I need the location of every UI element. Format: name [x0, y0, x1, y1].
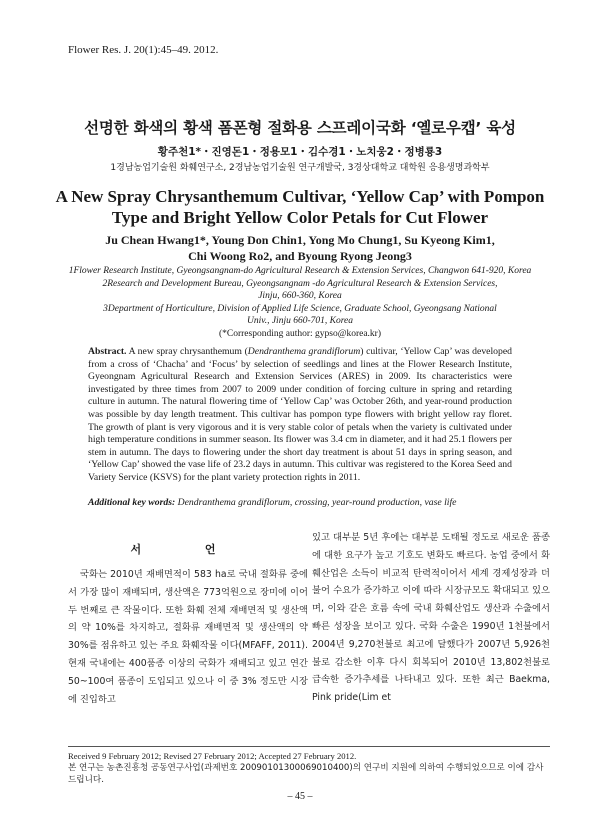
- english-title-line-1: A New Spray Chrysanthemum Cultivar, ‘Yellow Cap’ with Pompon: [55, 187, 545, 206]
- abstract-species: Dendranthema grandiflorum: [247, 346, 361, 357]
- journal-citation: Flower Res. J. 20(1):45–49. 2012.: [68, 44, 219, 56]
- korean-title: 선명한 화색의 황색 폼폰형 절화용 스프레이국화 ‘옐로우캡’ 육성: [84, 119, 516, 137]
- funding-note: 본 연구는 농촌진흥청 공동연구사업(과제번호 20090101300069010400)의 연구비 지원에 의하여 수행되었으므로 이에 감사드립니다.: [68, 763, 544, 785]
- korean-authors: 황주천1*・진영돈1・정용모1・김수경1・노치웅2・정병룡3: [157, 146, 443, 158]
- affiliation-1: 1Flower Research Institute, Gyeongsangnam-do Agricultural Research & Extension Services, Changwon 641-920, Korea: [68, 266, 532, 276]
- corresponding-author: (*Corresponding author: gypso@korea.kr): [218, 328, 382, 339]
- abstract-text-2: ) cultivar, ‘Yellow Cap’ was developed from a cross of ‘Chacha’ and ‘Focus’ by selection of seedlings and lines at the Flower Research Institute, Gyeongnam Agricultural Research and Extension Services (ARES) in 2009. Its characteristics were investigated by three times from 2007 to 2009 under condition of forcing culture in spring and retarding culture in autumn. The natural flowering time of ‘Yellow Cap’ was October 26th, and year-round production was possible by day length treatment. This cultivar has pompon type flowers with bright yellow ray floret. The growth of plant is very vigorous and it is very stable color of petals when the variety is cultivated under high temperature conditions in summer season. Its flower was 3.4 cm in diameter, and it had 25.1 flowers per stem in autumn. The days to flowering under the short day treatment is about 51 days in spring season, and ‘Yellow Cap’ showed the vase life of 23.2 days in autumn. This cultivar was registered to the Korea Seed and Variety Service (KSVS) for the plant variety protection rights in 2011.: [88, 346, 512, 483]
- keywords-species: Dendranthema grandiflorum: [175, 497, 290, 508]
- english-title: [40, 186, 560, 228]
- affiliation-2a: 2Research and Development Bureau, Gyeongsangnam -do Agricultural Research & Extension Services,: [102, 278, 498, 289]
- abstract-text-1: A new spray chrysanthemum (: [126, 346, 248, 357]
- english-title-line-2: Type and Bright Yellow Color Petals for Cut Flower: [111, 208, 489, 227]
- body-left-column: 국화는 2010년 재배면적이 583 ha로 국내 절화류 중에서 가장 많이 재배되며, 생산액은 773억원으로 장미에 이어 두 번째로 큰 작물이다. 또한 화훼 전체 재배면적 및 생산액의 약 10%를 차지하고, 절화류 재배면적 및 생산액의 약 30%를 점유하고 있는 주요 화훼작물 이다(MFAFF, 2011). 현재 국내에는 400품종 이상의 국화가 재배되고 있고 연간 50~100여 품종이 도입되고 있으나 이 중 3% 정도만 시장에 진입하고: [68, 569, 308, 705]
- affiliation-3a: 3Department of Horticulture, Division of Applied Life Science, Graduate School, Gyeongsang National: [103, 303, 497, 314]
- keywords-rest: , crossing, year-round production, vase life: [289, 497, 457, 508]
- korean-affiliations: 1경남농업기술원 화훼연구소, 2경남농업기술원 연구개발국, 3경상대학교 대학원 응용생명과학부: [110, 163, 490, 173]
- affiliation-2b: Jinju, 660-360, Korea: [258, 291, 342, 301]
- english-authors-line-1: Ju Chean Hwang1*, Young Don Chin1, Yong Mo Chung1, Su Kyeong Kim1,: [105, 233, 495, 247]
- body-right-column: 있고 대부분 5년 후에는 대부분 도태될 정도로 새로운 품종에 대한 요구가 높고 기호도 변화도 빠르다. 농업 중에서 화훼산업은 소득이 비교적 탄력적이어서 세계 경제성장과 더불어 수요가 증가하고 이에 따라 시장규모도 확대되고 있으며, 이와 같은 흐름 속에 국내 화훼산업도 생산과 수출에서 빠른 성장을 보이고 있다. 국화 수출은 1990년 1천불에서 2004년 9,270천불로 최고에 달했다가 2007년 5,926천불로 감소한 이후 다시 회복되어 2010년 13,802천불로 급속한 증가추세를 나타내고 있다. 또한 최근 Baekma, Pink pride(Lim et: [312, 532, 550, 704]
- abstract-label: Abstract.: [88, 346, 127, 357]
- english-authors: [40, 232, 560, 264]
- page-number: – 45 –: [287, 791, 313, 802]
- key-words: [88, 497, 512, 508]
- english-affiliations: [40, 265, 560, 340]
- affiliation-3b: Univ., Jinju 660-701, Korea: [246, 316, 354, 326]
- section-heading-introduction: 서 언: [130, 543, 246, 556]
- footnotes: [68, 750, 550, 786]
- keywords-label: Additional key words:: [88, 497, 176, 508]
- footnote-divider: [68, 746, 550, 747]
- received-dates: Received 9 February 2012; Revised 27 February 2012; Accepted 27 February 2012.: [68, 751, 357, 761]
- english-authors-line-2: Chi Woong Ro2, and Byoung Ryong Jeong3: [188, 249, 412, 263]
- abstract: [88, 346, 512, 485]
